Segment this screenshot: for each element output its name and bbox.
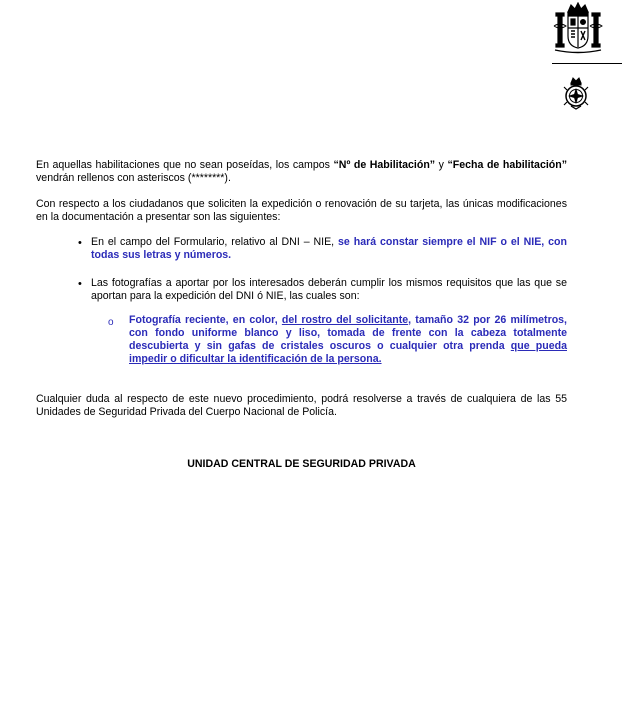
bullet1-plain: En el campo del Formulario, relativo al DNI – NIE, [91, 236, 339, 248]
paragraph1-bold1: “Nº de Habilitación” [333, 159, 436, 171]
paragraph1-bold2: “Fecha de habilitación” [447, 159, 568, 171]
sub-bullet-part2: , tamaño 32 por 26 milímetros, con fondo uniforme blanco y liso, tomada de frente con la cabeza totalmente descubierta y sin gafas de cristales oscuros o cualquier otra prenda [129, 314, 567, 352]
sub-bullet-part1: Fotografía reciente, en color, [129, 314, 282, 326]
paragraph1-part1: En aquellas habilitaciones que no sean poseídas, los campos [36, 159, 334, 171]
paragraph-habilitaciones [36, 159, 567, 185]
header-rule [552, 63, 622, 64]
sub-bullet-underlined2: que pueda impedir o dificultar la identificación de la persona. [129, 340, 567, 365]
bullet-marker: • [78, 278, 82, 290]
bullet-item-fotografias: Las fotografías a aportar por los interesados deberán cumplir los mismos requisitos que las que se aportan para la expedición del DNI ó NIE, las cuales son: [91, 277, 567, 302]
paragraph-cualquier-duda: Cualquier duda al respecto de este nuevo procedimiento, podrá resolverse a través de cualquiera de las 55 Unidades de Seguridad Privada del Cuerpo Nacional de Policía. [36, 393, 567, 418]
bullet1-emphasis: se hará constar siempre el NIF o el NIE, con todas sus letras y números. [91, 236, 567, 261]
bullet-item-nif [91, 236, 567, 262]
national-police-badge-icon [563, 76, 589, 110]
bullet-marker: • [78, 237, 82, 249]
spanish-coat-of-arms-icon [553, 2, 603, 56]
sub-bullet-marker: o [108, 317, 114, 328]
signature-unidad-central: UNIDAD CENTRAL DE SEGURIDAD PRIVADA [187, 458, 416, 470]
paragraph1-part3: vendrán rellenos con asteriscos (********). [36, 172, 231, 184]
sub-bullet-requisitos [129, 314, 567, 366]
paragraph1-part2: y [435, 159, 448, 171]
paragraph-ciudadanos: Con respecto a los ciudadanos que soliciten la expedición o renovación de su tarjeta, las únicas modificaciones en la documentación a presentar son las siguientes: [36, 198, 567, 223]
sub-bullet-underlined: del rostro del solicitante [281, 314, 409, 326]
